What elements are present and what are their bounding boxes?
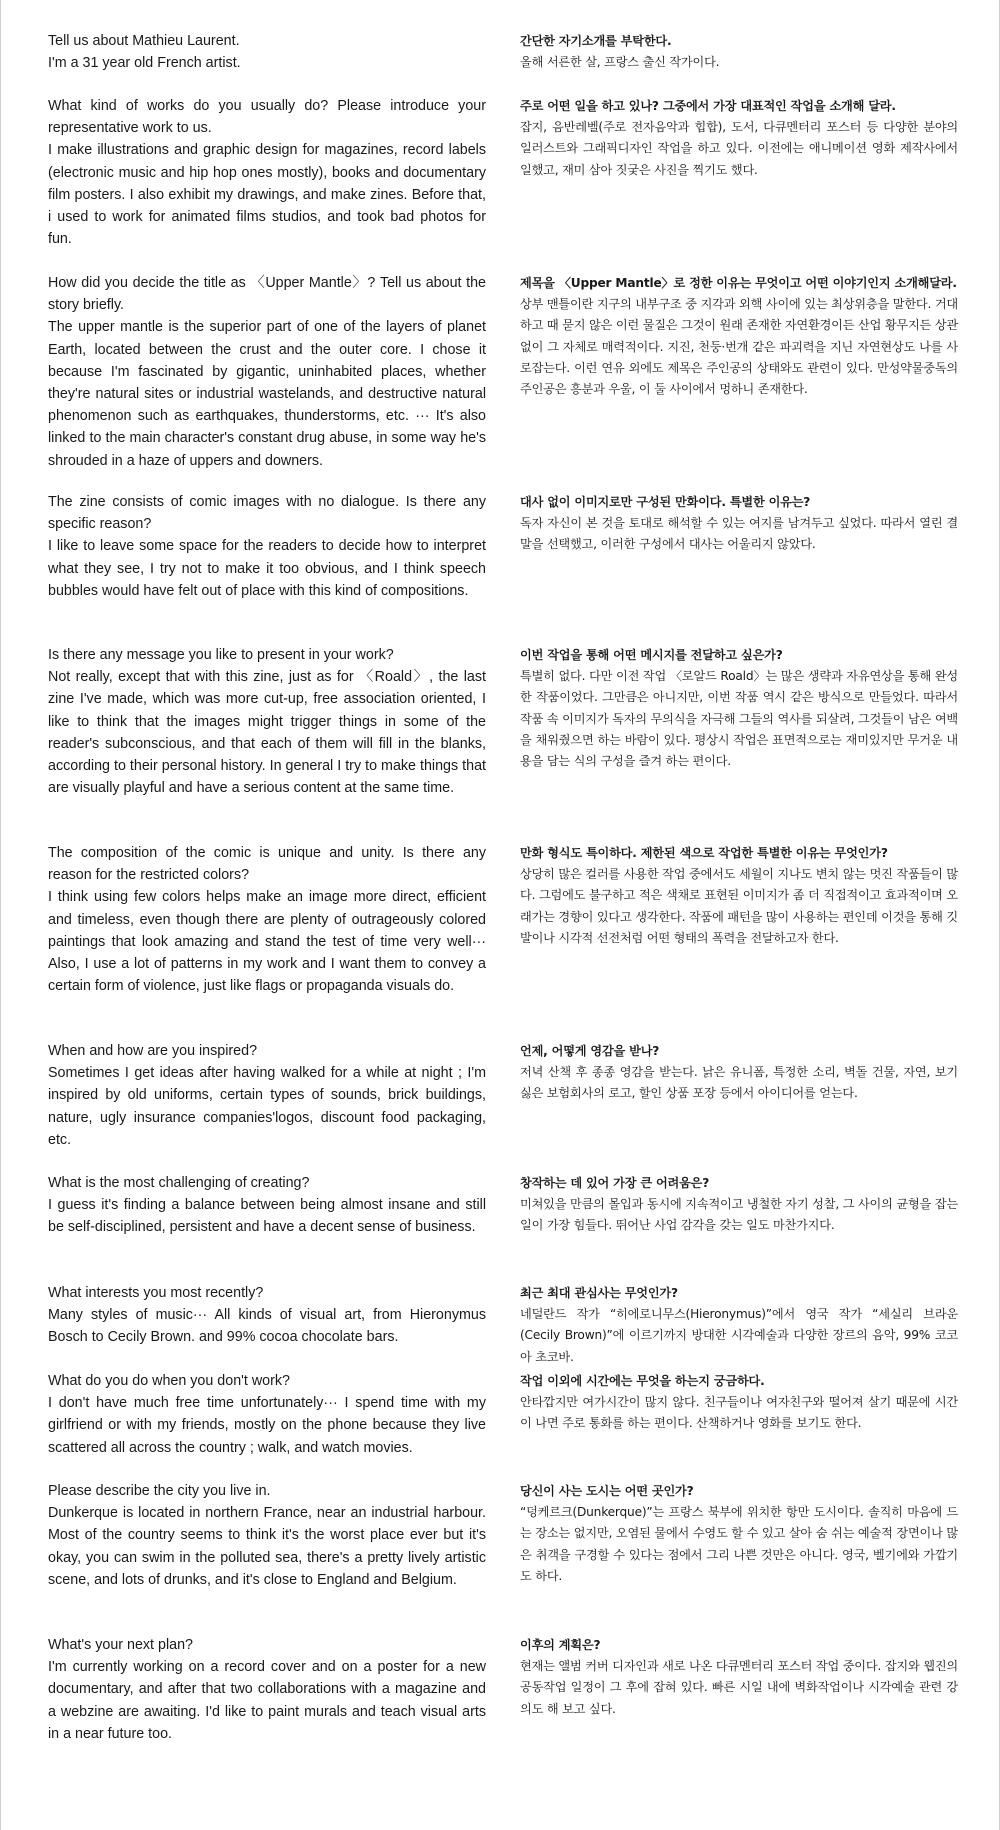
korean-column xyxy=(520,492,958,556)
english-column xyxy=(48,30,486,74)
english-column xyxy=(48,1172,486,1239)
korean-answer: 독자 자신이 본 것을 토대로 해석할 수 있는 여지를 남겨두고 싶었다. 따라서 열린 결말을 선택했고, 이러한 구성에서 대사는 어울리지 않았다. xyxy=(520,516,958,552)
korean-question: 창작하는 데 있어 가장 큰 어려움은? xyxy=(520,1176,710,1190)
english-answer: I don't have much free time unfortunately··· I spend time with my girlfriend or with my friends, mostly on the phone because they live scattered all across the country ; walk, and watch movies. xyxy=(48,1395,486,1456)
korean-question: 언제, 어떻게 영감을 받나? xyxy=(520,1044,660,1058)
korean-question: 당신이 사는 도시는 어떤 곳인가? xyxy=(520,1484,694,1498)
english-column xyxy=(48,95,486,250)
korean-column xyxy=(520,1635,958,1720)
korean-question: 이번 작업을 통해 어떤 메시지를 전달하고 싶은가? xyxy=(520,648,783,662)
english-column xyxy=(48,1634,486,1745)
english-column xyxy=(48,491,486,602)
english-question: When and how are you inspired? xyxy=(48,1043,258,1059)
korean-question: 대사 없이 이미지로만 구성된 만화이다. 특별한 이유는? xyxy=(520,495,811,509)
english-question: What do you do when you don't work? xyxy=(48,1373,290,1389)
english-answer: I make illustrations and graphic design for magazines, record labels (electronic music and hip hop ones mostly), books and documentary film posters. I also exhibit my drawings, and make zines. Before that, i used to work for animated films studios, and took bad photos for fun. xyxy=(48,142,486,248)
korean-answer: 저녁 산책 후 종종 영감을 받는다. 낡은 유니폼, 특정한 소리, 벽돌 건물, 자연, 보기 싫은 보험회사의 로고, 할인 상품 포장 등에서 아이디어를 얻는다. xyxy=(520,1065,958,1101)
korean-question: 최근 최대 관심사는 무엇인가? xyxy=(520,1286,678,1300)
english-question: The composition of the comic is unique and unity. Is there any reason for the restricted colors? xyxy=(48,845,486,884)
korean-question: 간단한 자기소개를 부탁한다. xyxy=(520,34,672,48)
english-answer: I think using few colors helps make an image more direct, efficient and timeless, even though there are plenty of outrageously colored paintings that look amazing and stand the test of time very well··· Also, I use a lot of patterns in my work and I want them to convey a certain form of violence, just like flags or propaganda visuals do. xyxy=(48,889,486,995)
english-column xyxy=(48,1370,486,1459)
korean-answer: 미쳐있을 만큼의 몰입과 동시에 지속적이고 냉철한 자기 성찰, 그 사이의 균형을 잡는 일이 가장 힘들다. 뛰어난 사업 감각을 갖는 일도 마찬가지다. xyxy=(520,1197,958,1233)
korean-question: 작업 이외에 시간에는 무엇을 하는지 궁금하다. xyxy=(520,1374,765,1388)
korean-column xyxy=(520,1041,958,1105)
english-column xyxy=(48,1480,486,1591)
english-question: Please describe the city you live in. xyxy=(48,1483,271,1499)
korean-answer: “덩케르크(Dunkerque)”는 프랑스 북부에 위치한 항만 도시이다. 솔직히 마음에 드는 장소는 없지만, 오염된 물에서 수영도 할 수 있고 살아 숨 쉬는 예술적 장면이나 많은 취객을 구경할 수 있다는 점에서 그리 나쁜 것만은 아니다. 영국, 벨기에와 가깝기도 하다. xyxy=(520,1505,958,1583)
english-question: Tell us about Mathieu Laurent. xyxy=(48,33,240,49)
english-answer: I'm a 31 year old French artist. xyxy=(48,55,241,72)
korean-column xyxy=(520,645,958,772)
english-question: How did you decide the title as 〈Upper Mantle〉? Tell us about the story briefly. xyxy=(48,275,486,314)
english-answer: The upper mantle is the superior part of one of the layers of planet Earth, located between the crust and the outer core. I chose it because I'm fascinated by gigantic, uninhabited places, whether they're natural sites or industrial wastelands, and destructive natural phenomenon such as earthquakes, thunderstorms, etc. ··· It's also linked to the main character's constant drug abuse, in some way he's shrouded in a haze of uppers and downers. xyxy=(48,319,486,469)
korean-answer: 현재는 앨범 커버 디자인과 새로 나온 다큐멘터리 포스터 작업 중이다. 잡지와 웹진의 공동작업 일정이 그 후에 잡혀 있다. 빠른 시일 내에 벽화작업이나 시각예술 관련 강의도 해 보고 싶다. xyxy=(520,1659,958,1716)
korean-answer: 네덜란드 작가 “히에로니무스(Hieronymus)”에서 영국 작가 “세실리 브라운(Cecily Brown)”에 이르기까지 방대한 시각예술과 다양한 장르의 음악, 99% 코코아 초코바. xyxy=(520,1307,958,1364)
korean-column xyxy=(520,1283,958,1368)
korean-column xyxy=(520,96,958,181)
korean-question: 제목을 〈Upper Mantle〉로 정한 이유는 무엇이고 어떤 이야기인지 소개해달라. xyxy=(520,276,957,290)
english-question: What interests you most recently? xyxy=(48,1285,264,1301)
english-answer: Dunkerque is located in northern France, near an industrial harbour. Most of the country seems to think it's the worst place ever but it's okay, you can swim in the polluted sea, there's a pretty lively artistic scene, and lots of drunks, and it's close to England and Belgium. xyxy=(48,1505,486,1588)
korean-column xyxy=(520,843,958,949)
english-column xyxy=(48,842,486,997)
english-column xyxy=(48,1040,486,1151)
english-answer: I guess it's finding a balance between being almost insane and still be self-disciplined, persistent and have a decent sense of business. xyxy=(48,1197,486,1236)
english-answer: I like to leave some space for the readers to decide how to interpret what they see, I try not to make it too obvious, and I think speech bubbles would have felt out of place with this kind of compositions. xyxy=(48,538,486,599)
english-question: Is there any message you like to present in your work? xyxy=(48,647,394,663)
korean-answer: 올해 서른한 살, 프랑스 출신 작가이다. xyxy=(520,55,720,70)
english-column xyxy=(48,1282,486,1349)
korean-column xyxy=(520,31,958,73)
korean-answer: 특별히 없다. 다만 이전 작업 〈로알드 Roald〉는 많은 생략과 자유연상을 통해 완성한 작품이었다. 그만큼은 아니지만, 이번 작품 역시 같은 방식으로 만들었다. 따라서 작품 속 이미지가 독자의 무의식을 자극해 그들의 역사를 되살려, 그것들이 남은 여백을 채워줬으면 하는 바람이 있다. 평상시 작업은 표면적으로는 재미있지만 무거운 내용을 담는 식의 구성을 즐겨 하는 편이다. xyxy=(520,669,958,769)
english-question: What kind of works do you usually do? Please introduce your representative work to us. xyxy=(48,98,486,137)
english-question: The zine consists of comic images with no dialogue. Is there any specific reason? xyxy=(48,494,486,533)
english-question: What's your next plan? xyxy=(48,1637,193,1653)
korean-answer: 상당히 많은 컬러를 사용한 작업 중에서도 세월이 지나도 변치 않는 멋진 작품들이 많다. 그럼에도 불구하고 적은 색채로 표현된 이미지가 좀 더 직접적이고 효과적이며 오래가는 경향이 있다고 생각한다. 작품에 패턴을 많이 사용하는 편인데 이것을 통해 깃발이나 시각적 선전처럼 어떤 형태의 폭력을 전달하고자 한다. xyxy=(520,867,958,945)
english-column xyxy=(48,644,486,799)
korean-column xyxy=(520,1371,958,1435)
english-question: What is the most challenging of creating? xyxy=(48,1175,310,1191)
korean-column xyxy=(520,1173,958,1237)
korean-answer: 상부 맨틀이란 지구의 내부구조 중 지각과 외핵 사이에 있는 최상위층을 말한다. 거대하고 때 묻지 않은 이런 물질은 그것이 원래 존재한 자연환경이든 산업 황무지든 상관없이 그 자체로 매력적이다. 지진, 천둥·번개 같은 파괴력을 지닌 자연현상도 나를 사로잡는다. 이런 연유 외에도 제목은 주인공의 상태와도 관련이 있다. 만성약물중독의 주인공은 흥분과 우울, 이 둘 사이에서 멍하니 존재한다. xyxy=(520,297,958,397)
korean-question: 이후의 계획은? xyxy=(520,1638,601,1652)
korean-column xyxy=(520,1481,958,1587)
korean-question: 주로 어떤 일을 하고 있나? 그중에서 가장 대표적인 작업을 소개해 달라. xyxy=(520,99,896,113)
english-answer: I'm currently working on a record cover and on a poster for a new documentary, and after that two collaborations with a magazine and a webzine are awaiting. I'd like to paint murals and teach visual arts in a near future too. xyxy=(48,1659,486,1742)
korean-answer: 안타깝지만 여가시간이 많지 않다. 친구들이나 여자친구와 떨어져 살기 때문에 시간이 나면 주로 통화를 하는 편이다. 산책하거나 영화를 보기도 한다. xyxy=(520,1395,958,1431)
english-answer: Not really, except that with this zine, just as for 〈Roald〉, the last zine I've made, which was more cut-up, free association oriented, I like to think that the images might trigger things in some of the reader's subconscious, and that each of them will fill in the blanks, according to their personal history. In general I try to make things that are visually playful and have a serious content at the same time. xyxy=(48,669,486,797)
korean-column xyxy=(520,273,958,400)
english-answer: Many styles of music··· All kinds of visual art, from Hieronymus Bosch to Cecily Brown. and 99% cocoa chocolate bars. xyxy=(48,1307,486,1346)
english-answer: Sometimes I get ideas after having walked for a while at night ; I'm inspired by old uniforms, certain types of sounds, brick buildings, nature, ugly insurance companies'logos, discount food packaging, etc. xyxy=(48,1065,486,1148)
english-column xyxy=(48,272,486,472)
korean-question: 만화 형식도 특이하다. 제한된 색으로 작업한 특별한 이유는 무엇인가? xyxy=(520,846,888,860)
korean-answer: 잡지, 음반레벨(주로 전자음악과 힙합), 도서, 다큐멘터리 포스터 등 다양한 분야의 일러스트와 그래픽디자인 작업을 하고 있다. 이전에는 애니메이션 영화 제작사에서 일했고, 재미 삼아 짓궂은 사진을 찍기도 했다. xyxy=(520,120,958,177)
